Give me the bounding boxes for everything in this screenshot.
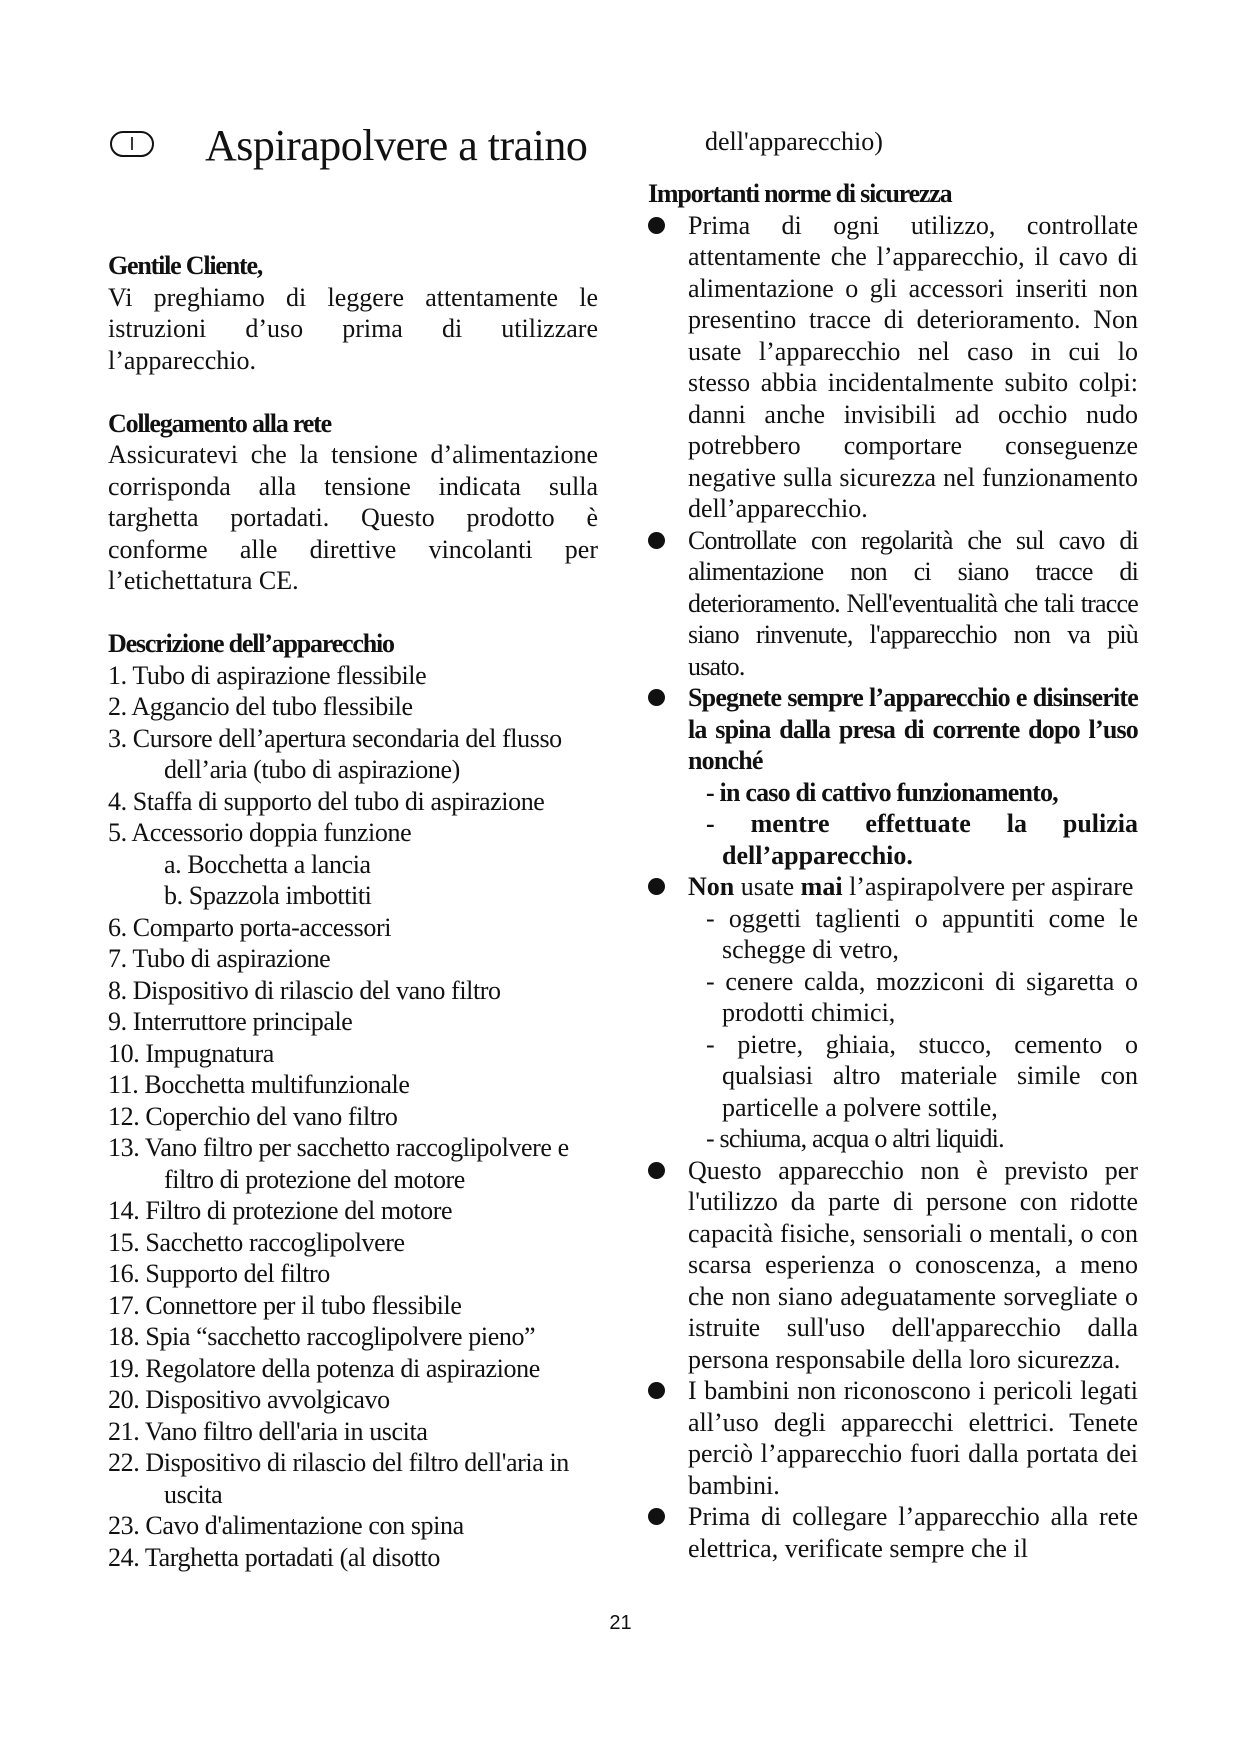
list-item: 13. Vano filtro per sacchetto raccoglipolvere e filtro di protezione del motore: [108, 1133, 569, 1194]
list-item: 10. Impugnatura: [108, 1038, 274, 1068]
list-item: 18. Spia “sacchetto raccoglipolvere pieno”: [108, 1322, 536, 1351]
bullet-icon: [648, 689, 665, 706]
intro-text: Vi preghiamo di leggere attentamente le istruzioni d’uso prima di utilizzare l’apparecchio.: [108, 282, 598, 375]
bullet-icon: [648, 878, 665, 895]
bullet-dash-item: - schiuma, acqua o altri liquidi.: [706, 1124, 1004, 1153]
page-number: 21: [609, 1612, 632, 1634]
bullet-icon: [648, 217, 665, 234]
text-usate: usate: [734, 872, 801, 901]
connection-heading: Collegamento alla rete: [108, 408, 331, 438]
safety-bullet: [648, 871, 1138, 1155]
list-item: 20. Dispositivo avvolgicavo: [108, 1385, 390, 1414]
bold-non: Non: [688, 872, 735, 901]
list-item: 12. Coperchio del vano filtro: [108, 1101, 398, 1131]
list-subitem: b. Spazzola imbottiti: [164, 881, 372, 910]
greeting: Gentile Cliente,: [108, 251, 263, 280]
bullet-icon: [648, 1508, 665, 1525]
list-subitem: a. Bocchetta a lancia: [164, 849, 371, 879]
safety-bullet: [648, 210, 1138, 525]
bullet-text: Prima di collegare l’apparecchio alla rete elettrica, verificate sempre che il: [688, 1502, 1138, 1563]
bullet-text: [688, 871, 1138, 903]
list-item: 3. Cursore dell’apertura secondaria del flusso dell’aria (tubo di aspirazione): [108, 723, 562, 784]
list-item: 24. Targhetta portadati (al disotto: [108, 1542, 440, 1572]
connection-text: Assicuratevi che la tensione d’alimentazione corrisponda alla tensione indicata sulla targhetta portadati. Questo prodotto è conforme alle direttive vincolanti per l’etichettatura CE.: [108, 440, 598, 595]
bullet-icon: [648, 1162, 665, 1179]
text-rest: l’aspirapolvere per aspirare: [842, 872, 1134, 901]
list-item: 2. Aggancio del tubo flessibile: [108, 692, 413, 721]
list-item: 22. Dispositivo di rilascio del filtro dell'aria in uscita: [108, 1448, 569, 1509]
list-item: 14. Filtro di protezione del motore: [108, 1196, 453, 1225]
bullet-dash-item: - oggetti taglienti o appuntiti come le schegge di vetro,: [706, 903, 1138, 964]
safety-bullet: [648, 1155, 1138, 1376]
list-item: 11. Bocchetta multifunzionale: [108, 1070, 410, 1099]
left-column: [108, 250, 598, 1573]
bullet-dash-item: - pietre, ghiaia, stucco, cemento o qualsiasi altro materiale simile con particelle a polvere sottile,: [706, 1029, 1138, 1122]
bullet-text: Prima di ogni utilizzo, controllate attentamente che l’apparecchio, il cavo di alimentazione o gli accessori inseriti non presentino tracce di deterioramento. Non usate l’apparecchio nel caso in cui lo stesso abbia incidentalmente subito colpi: danni anche invisibili ad occhio nudo potrebbero comportare conseguenze negative sulla sicurezza nel funzionamento dell’apparecchio.: [688, 210, 1138, 523]
list-item: 5. Accessorio doppia funzione: [108, 818, 412, 847]
list-item: 16. Supporto del filtro: [108, 1259, 330, 1288]
bullet-dash-item: - mentre effettuate la pulizia dell’apparecchio.: [706, 809, 1138, 870]
list-item: 8. Dispositivo di rilascio del vano filtro: [108, 975, 501, 1005]
bold-mai: mai: [800, 872, 843, 901]
list-item: 9. Interruttore principale: [108, 1007, 353, 1036]
bullet-text: Spegnete sempre l’apparecchio e disinserite la spina dalla presa di corrente dopo l’uso nonché: [688, 683, 1138, 775]
safety-bullet: [648, 525, 1138, 683]
parts-list: [108, 660, 598, 1574]
bullet-text: I bambini non riconoscono i pericoli legati all’uso degli apparecchi elettrici. Tenete perciò l’apparecchio fuori dalla portata dei bambini.: [688, 1376, 1138, 1500]
bullet-dash-item: - cenere calda, mozziconi di sigaretta o prodotti chimici,: [706, 966, 1138, 1027]
list-item: 7. Tubo di aspirazione: [108, 944, 331, 973]
bullet-icon: [648, 532, 665, 549]
bullet-icon: [648, 1382, 665, 1399]
list-item: 1. Tubo di aspirazione flessibile: [108, 660, 427, 690]
bullet-dash-item: - in caso di cattivo funzionamento,: [706, 777, 1058, 807]
list-item: 15. Sacchetto raccoglipolvere: [108, 1227, 405, 1257]
list-item: 6. Comparto porta-accessori: [108, 912, 392, 942]
list-item: 19. Regolatore della potenza di aspirazione: [108, 1353, 540, 1383]
page-title: Aspirapolvere a traino: [205, 121, 588, 170]
bullet-text: Questo apparecchio non è previsto per l'utilizzo da parte di persone con ridotte capacità fisiche, sensoriali o mentali, o con scarsa esperienza o conoscenza, a meno che non siano adeguatamente sorvegliate o istruite sull'uso dell'apparecchio dalla persona responsabile della loro sicurezza.: [688, 1155, 1138, 1374]
list-item: 4. Staffa di supporto del tubo di aspirazione: [108, 786, 545, 816]
list-item: 23. Cavo d'alimentazione con spina: [108, 1511, 464, 1540]
safety-bullet: [648, 1501, 1138, 1564]
safety-bullet: [648, 682, 1138, 871]
language-badge: I: [110, 131, 154, 157]
bullet-text: Controllate con regolarità che sul cavo di alimentazione non ci siano tracce di deterioramento. Nell'eventualità che tali tracce siano rinvenute, l'apparecchio non va più usato.: [688, 525, 1138, 681]
list-item: 17. Connettore per il tubo flessibile: [108, 1290, 462, 1320]
safety-heading: Importanti norme di sicurezza: [648, 179, 952, 208]
continuation-text: dell'apparecchio): [705, 127, 883, 156]
right-column: [648, 178, 1138, 1564]
description-heading: Descrizione dell’apparecchio: [108, 629, 394, 658]
safety-bullet: [648, 1375, 1138, 1501]
list-item: 21. Vano filtro dell'aria in uscita: [108, 1416, 428, 1446]
